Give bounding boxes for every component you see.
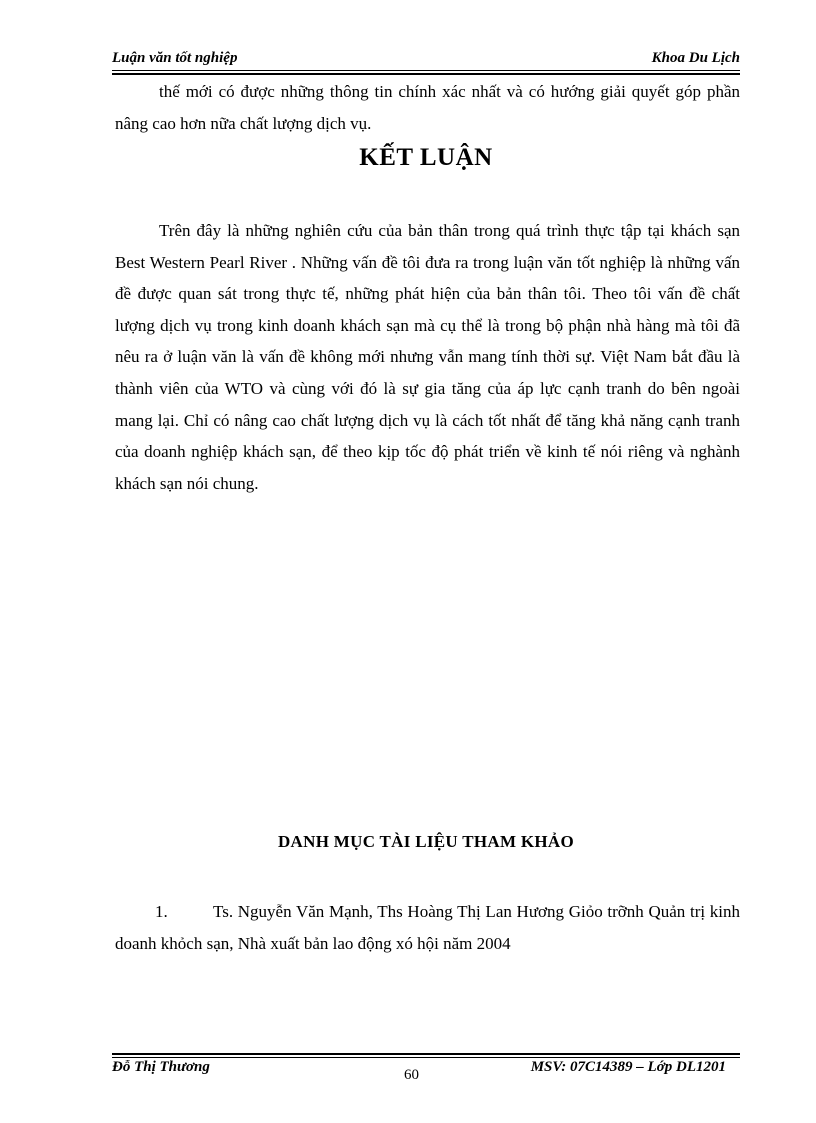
footer-author: Đỗ Thị Thương bbox=[112, 1059, 210, 1075]
reference-item bbox=[115, 896, 740, 959]
page-number: 60 bbox=[404, 1067, 419, 1083]
header-thesis-label: Luận văn tốt nghiệp bbox=[112, 50, 238, 66]
footer-rule bbox=[112, 1053, 740, 1058]
conclusion-title: KẾT LUẬN bbox=[359, 144, 493, 171]
footer-student-info: MSV: 07C14389 – Lớp DL1201 bbox=[530, 1059, 726, 1075]
references-title: DANH MỤC TÀI LIỆU THAM KHẢO bbox=[277, 832, 575, 851]
header-faculty-label: Khoa Du Lịch bbox=[651, 50, 740, 66]
conclusion-paragraph: Trên đây là những nghiên cứu của bản thân trong quá trình thực tập tại khách sạn Best Western Pearl River . Những vấn đề tôi đưa ra trong luận văn tốt nghiệp là những vấn đề được quan sát trong thực tế, những phát hiện của bản thân tôi. Theo tôi vấn đề chất lượng dịch vụ trong kinh doanh khách sạn mà cụ thể là trong bộ phận nhà hàng mà tôi đã nêu ra ở luận văn là vấn đề không mới nhưng vẫn mang tính thời sự. Việt Nam bắt đầu là thành viên của WTO và cùng với đó là sự gia tăng của áp lực cạnh tranh do bên ngoài mang lại. Chỉ có nâng cao chất lượng dịch vụ là cách tốt nhất để tăng khả năng cạnh tranh của doanh nghiệp khách sạn, để theo kịp tốc độ phát triển về kinh tế nói riêng và nghành khách sạn nói chung. bbox=[115, 221, 740, 493]
reference-number: 1. bbox=[155, 902, 168, 921]
header-rule bbox=[112, 70, 740, 75]
intro-paragraph: thế mới có được những thông tin chính xác nhất và có hướng giải quyết góp phần nâng cao hơn nữa chất lượng dịch vụ. bbox=[115, 82, 740, 133]
reference-text: Ts. Nguyễn Văn Mạnh, Ths Hoàng Thị Lan Hương Giỏo trỡnh Quản trị kinh doanh khỏch sạn, Nhà xuất bản lao động xó hội năm 2004 bbox=[115, 902, 740, 953]
page-header bbox=[112, 50, 740, 72]
